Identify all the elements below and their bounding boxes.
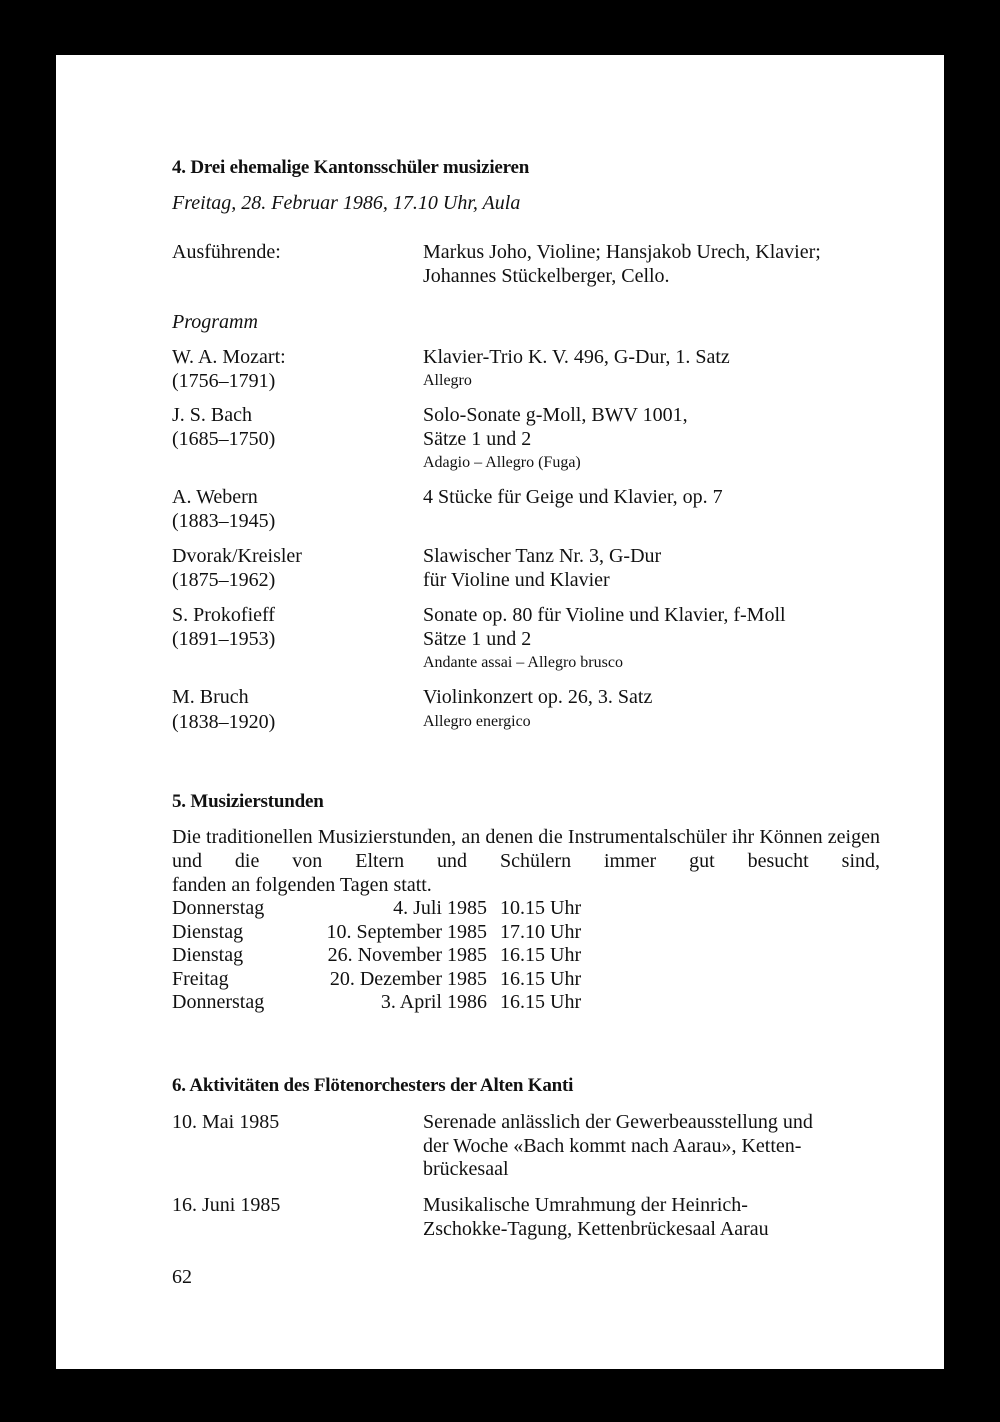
program-composer: J. S. Bach [172, 404, 252, 426]
date-time: 10.15 Uhr [500, 897, 582, 919]
event-description-line: Serenade anlässlich der Gewerbeausstellung und [423, 1111, 813, 1133]
date-day: Dienstag [172, 944, 244, 966]
date-date: 10. September 1985 [326, 921, 487, 943]
date-time: 16.15 Uhr [500, 968, 582, 990]
page-number: 62 [172, 1266, 192, 1288]
program-years: (1875–1962) [172, 569, 276, 591]
program-work: Slawischer Tanz Nr. 3, G-Dur [423, 545, 662, 567]
event-description-line: brückesaal [423, 1158, 509, 1180]
program-years: (1891–1953) [172, 628, 276, 650]
date-time: 16.15 Uhr [500, 991, 582, 1013]
program-tempo: Andante assai – Allegro brusco [423, 654, 623, 671]
performers-line-2: Johannes Stückelberger, Cello. [423, 265, 670, 287]
program-years: (1838–1920) [172, 711, 276, 733]
date-date: 26. November 1985 [327, 944, 487, 966]
program-label: Programm [172, 311, 258, 333]
section-5-heading: 5. Musizierstunden [172, 791, 324, 812]
date-date: 3. April 1986 [380, 991, 487, 1013]
program-tempo: Allegro [423, 372, 472, 389]
program-composer: W. A. Mozart: [172, 346, 286, 368]
program-work: Klavier-Trio K. V. 496, G-Dur, 1. Satz [423, 346, 730, 368]
event-description-line: Zschokke-Tagung, Kettenbrückesaal Aarau [423, 1218, 769, 1240]
date-time: 17.10 Uhr [500, 921, 582, 943]
date-day: Donnerstag [172, 897, 265, 919]
date-day: Dienstag [172, 921, 244, 943]
program-composer: S. Prokofieff [172, 604, 275, 626]
event-date: 16. Juni 1985 [172, 1194, 281, 1216]
program-work-detail: Sätze 1 und 2 [423, 428, 532, 450]
date-date: 20. Dezember 1985 [329, 968, 487, 990]
document-page [56, 55, 944, 1369]
program-years: (1756–1791) [172, 370, 276, 392]
event-date: 10. Mai 1985 [172, 1111, 280, 1133]
section-5-paragraph-last-line: fanden an folgenden Tagen statt. [172, 874, 432, 896]
event-description-line: Musikalische Umrahmung der Heinrich- [423, 1194, 748, 1216]
date-time: 16.15 Uhr [500, 944, 582, 966]
performers-label: Ausführende: [172, 241, 281, 263]
section-5-paragraph: Die traditionellen Musizierstunden, an denen die Instrumentalschüler ihr Können zeigen und die von Eltern und Schülern immer gut besucht sind, [172, 826, 880, 872]
program-work-detail: Sätze 1 und 2 [423, 628, 532, 650]
section-4-heading: 4. Drei ehemalige Kantonsschüler musizieren [172, 157, 530, 178]
program-work: 4 Stücke für Geige und Klavier, op. 7 [423, 486, 723, 508]
performers-line-1: Markus Joho, Violine; Hansjakob Urech, Klavier; [423, 241, 821, 263]
date-day: Freitag [172, 968, 229, 990]
program-work-detail: für Violine und Klavier [423, 569, 610, 591]
program-work: Violinkonzert op. 26, 3. Satz [423, 686, 653, 708]
program-years: (1685–1750) [172, 428, 276, 450]
program-tempo: Allegro energico [423, 713, 531, 730]
date-day: Donnerstag [172, 991, 265, 1013]
section-6-heading: 6. Aktivitäten des Flötenorchesters der Alten Kanti [172, 1075, 574, 1096]
section-4-subtitle: Freitag, 28. Februar 1986, 17.10 Uhr, Aula [172, 192, 521, 214]
program-work: Sonate op. 80 für Violine und Klavier, f-Moll [423, 604, 786, 626]
event-description-line: der Woche «Bach kommt nach Aarau», Ketten- [423, 1135, 802, 1157]
program-tempo: Adagio – Allegro (Fuga) [423, 454, 581, 471]
program-composer: Dvorak/Kreisler [172, 545, 302, 567]
program-work: Solo-Sonate g-Moll, BWV 1001, [423, 404, 688, 426]
program-composer: A. Webern [172, 486, 258, 508]
date-date: 4. Juli 1985 [393, 897, 487, 919]
program-years: (1883–1945) [172, 510, 276, 532]
program-composer: M. Bruch [172, 686, 249, 708]
